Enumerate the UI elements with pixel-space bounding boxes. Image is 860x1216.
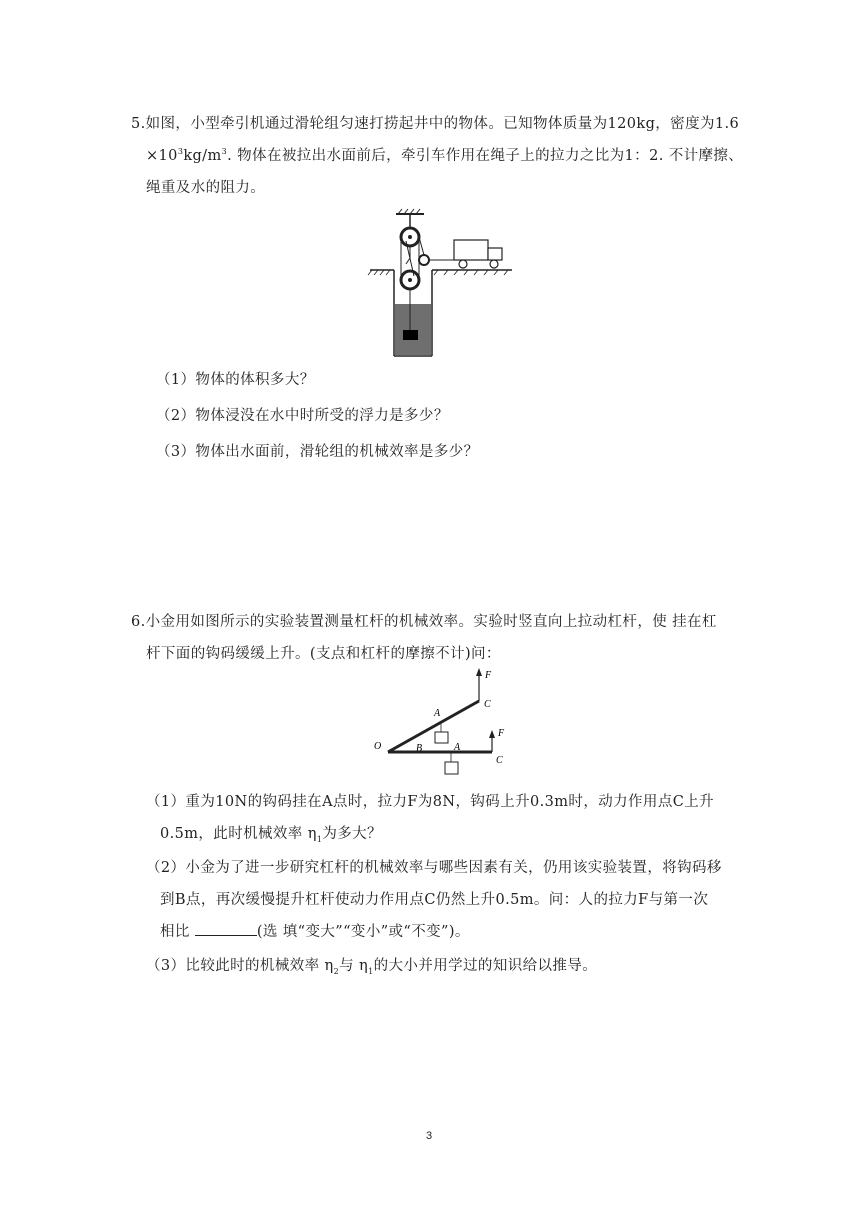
q6-sub-1-line-1: （1）重为10N的钩码挂在A点时，拉力F为8N，钩码上升0.3m时，动力作用点C上升 — [146, 794, 715, 810]
q5-sub-2: （2）物体浸没在水中时所受的浮力是多少？ — [156, 408, 449, 424]
label-f-top: F — [485, 670, 492, 681]
answer-blank[interactable] — [195, 923, 257, 936]
label-b: B — [416, 743, 423, 754]
label-a-top: A — [434, 708, 441, 719]
q5-line-3: 绳重及水的阻力。 — [146, 180, 266, 196]
q6-sub-3: （3）比较此时的机械效率 $\eta_2$与 $\eta_1$的大小并用学过的知识给以推导。 — [146, 958, 598, 976]
q6-line-2: 杆下面的钩码缓缓上升。(支点和杠杆的摩擦不计)问： — [146, 646, 501, 662]
q5-line-1: 5.如图，小型牵引机通过滑轮组匀速打捞起井中的物体。已知物体质量为120kg，密度为1.6 — [131, 116, 740, 132]
pulley-figure — [366, 208, 516, 360]
label-c-top: C — [484, 699, 491, 710]
page-number: 3 — [426, 1130, 433, 1142]
q6-line-1: 6.小金用如图所示的实验装置测量杠杆的机械效率。实验时竖直向上拉动杠杆，使 挂在杠 — [131, 614, 717, 630]
q6-sub-2-line-1: （2）小金为了进一步研究杠杆的机械效率与哪些因素有关，仍用该实验装置，将钩码移 — [146, 860, 722, 876]
label-a-bottom: A — [454, 742, 461, 753]
q6-sub-2-line-2: 到B点，再次缓慢提升杠杆使动力作用点C仍然上升0.5m。问：人的拉力F与第一次 — [160, 892, 709, 908]
lever-figure — [368, 664, 518, 778]
q5-sub-3: （3）物体出水面前，滑轮组的机械效率是多少？ — [156, 444, 479, 460]
q5-line-2: $\times 10^3kg/m^3$. 物体在被拉出水面前后，牵引车作用在绳子上的拉力之比为1：2. 不计摩擦、 — [146, 147, 744, 164]
label-o: O — [374, 741, 382, 752]
q6-sub-2-line-3: 相比 (选 填“变大”“变小”或“不变”)。 — [160, 924, 470, 940]
q6-sub-1-line-2: 0.5m，此时机械效率 $\eta_1$为多大？ — [160, 826, 382, 844]
label-f-bottom: F — [498, 728, 505, 739]
q5-sub-1: （1）物体的体积多大？ — [156, 372, 315, 388]
label-c-bottom: C — [496, 755, 503, 766]
